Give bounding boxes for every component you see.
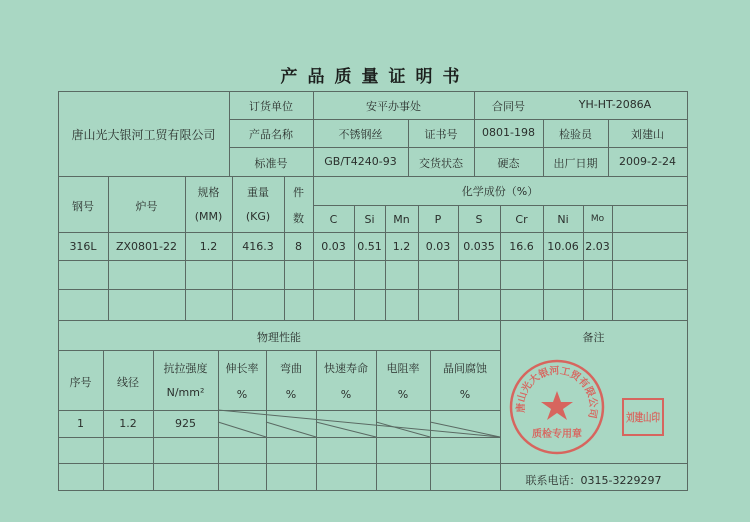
composition-title: 化学成份（%） bbox=[461, 185, 539, 198]
star-icon bbox=[541, 391, 573, 420]
inspector-label: 检验员 bbox=[559, 128, 592, 141]
product-label: 产品名称 bbox=[249, 128, 293, 141]
contract-label: 合同号 bbox=[492, 100, 525, 113]
contact-phone: 0315-3229297 bbox=[580, 474, 662, 487]
col-spec-unit: (MM) bbox=[194, 210, 223, 223]
inspector-stamp bbox=[621, 397, 670, 437]
row-pieces: 8 bbox=[295, 240, 302, 253]
col-elongation-unit: % bbox=[236, 388, 248, 401]
supplier-name: 唐山光大银河工贸有限公司 bbox=[71, 128, 216, 142]
col-pieces-1: 件 bbox=[293, 186, 304, 199]
value-cr: 16.6 bbox=[509, 240, 534, 253]
seal-ring-text: 唐山光大银河工贸有限公司 bbox=[515, 365, 599, 420]
col-furnace-no: 炉号 bbox=[135, 200, 158, 213]
seal-inner-text: 质检专用章 bbox=[532, 429, 582, 440]
element-mn: Mn bbox=[393, 213, 410, 226]
stamp-text: 刘建山印 bbox=[626, 411, 670, 424]
col-weight: 重量 bbox=[247, 186, 269, 199]
element-si: Si bbox=[364, 213, 375, 226]
value-c: 0.03 bbox=[321, 240, 346, 253]
phys-row-no: 1 bbox=[77, 417, 84, 430]
col-pieces-2: 数 bbox=[293, 212, 304, 225]
value-mo: 2.03 bbox=[585, 240, 610, 253]
col-corrosion-unit: % bbox=[459, 388, 471, 401]
physical-section-title: 物理性能 bbox=[257, 331, 301, 344]
col-wire-diameter: 线径 bbox=[117, 376, 139, 389]
row-furnace: ZX0801-22 bbox=[115, 240, 178, 253]
phys-row-diameter: 1.2 bbox=[119, 417, 137, 430]
document-title: 产品质量证明书 bbox=[280, 67, 470, 87]
date-label: 出厂日期 bbox=[553, 157, 598, 170]
col-resistivity: 电阻率 bbox=[386, 362, 420, 375]
value-ni: 10.06 bbox=[547, 240, 579, 253]
remarks-title: 备注 bbox=[582, 331, 605, 344]
contact-label: 联系电话： bbox=[525, 474, 581, 487]
contract-value: YH-HT-2086A bbox=[578, 98, 652, 111]
col-seq-no: 序号 bbox=[69, 376, 92, 389]
element-ni: Ni bbox=[557, 213, 569, 226]
value-p: 0.03 bbox=[425, 240, 451, 253]
row-spec: 1.2 bbox=[199, 240, 218, 253]
element-s: S bbox=[475, 213, 483, 226]
col-resistivity-unit: % bbox=[397, 388, 409, 401]
order-unit-value: 安平办事处 bbox=[366, 100, 421, 113]
col-weight-unit: (KG) bbox=[245, 210, 271, 223]
col-rapid-life-unit: % bbox=[340, 388, 352, 401]
row-weight: 416.3 bbox=[242, 240, 274, 253]
element-cr: Cr bbox=[515, 213, 528, 226]
delivery-value: 硬态 bbox=[497, 157, 520, 170]
company-seal bbox=[507, 357, 607, 457]
product-value: 不锈钢丝 bbox=[338, 128, 383, 141]
inspector-value: 刘建山 bbox=[631, 128, 664, 141]
standard-value: GB/T4240-93 bbox=[324, 155, 397, 168]
col-spec: 规格 bbox=[197, 186, 220, 199]
standard-label: 标准号 bbox=[254, 157, 288, 170]
phys-row-tensile: 925 bbox=[175, 417, 196, 430]
value-mn: 1.2 bbox=[392, 240, 411, 253]
col-intergranular-corrosion: 晶间腐蚀 bbox=[443, 362, 487, 375]
contact-phone-line bbox=[500, 472, 687, 488]
cert-label: 证书号 bbox=[424, 128, 458, 141]
order-unit-label: 订货单位 bbox=[249, 100, 293, 113]
row-steel: 316L bbox=[69, 240, 97, 253]
col-tensile: 抗拉强度 bbox=[163, 362, 208, 375]
element-c: C bbox=[329, 213, 338, 226]
value-si: 0.51 bbox=[357, 240, 382, 253]
value-s: 0.035 bbox=[463, 240, 495, 253]
col-elongation: 伸长率 bbox=[225, 362, 259, 375]
col-rapid-life: 快速寿命 bbox=[324, 362, 368, 375]
cert-value: 0801-198 bbox=[482, 126, 535, 139]
col-bend: 弯曲 bbox=[280, 362, 302, 375]
col-tensile-unit: N/mm² bbox=[166, 386, 205, 399]
delivery-label: 交货状态 bbox=[419, 157, 463, 170]
element-p: P bbox=[434, 213, 442, 226]
element-mo: Mo bbox=[590, 214, 605, 224]
date-value: 2009-2-24 bbox=[619, 155, 676, 168]
col-bend-unit: % bbox=[285, 388, 297, 401]
col-steel-grade: 钢号 bbox=[72, 200, 94, 213]
